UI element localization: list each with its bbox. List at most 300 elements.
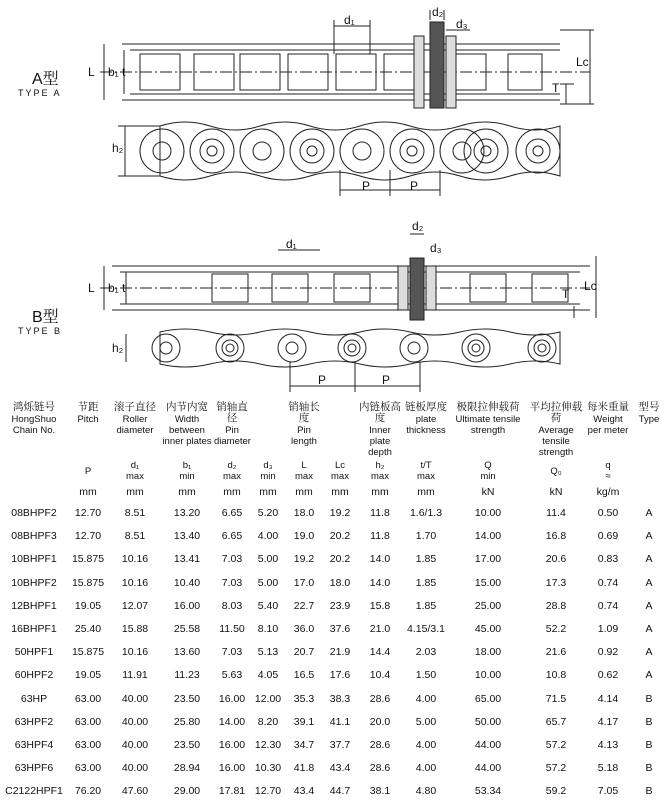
- table-cell: 12.70: [254, 785, 282, 798]
- table-cell: 7.03: [221, 646, 243, 659]
- table-cell: 25.80: [173, 715, 201, 728]
- unit-cell: mm: [295, 485, 313, 498]
- dim-p2-a: P: [410, 179, 419, 193]
- table-cell: 4.14: [597, 692, 619, 705]
- table-cell: 57.2: [545, 762, 567, 775]
- table-cell: 36.0: [293, 623, 315, 636]
- table-cell: 12.00: [254, 692, 282, 705]
- table-cell: 34.7: [293, 738, 315, 751]
- symbol: Lc: [334, 460, 346, 471]
- header-en: Pin length: [291, 425, 317, 447]
- table-cell: 10.30: [254, 762, 282, 775]
- table-cell: 10.8: [545, 669, 567, 682]
- symbol-cell: [322, 460, 358, 482]
- dim-d2-b: d₂: [412, 219, 424, 233]
- dim-d1-b: d₁: [286, 237, 297, 251]
- symbol: d₃: [263, 460, 273, 471]
- table-cell: 10.00: [474, 507, 502, 520]
- dim-b1t-b: b₁ t: [108, 281, 126, 295]
- dim-p1-b: P: [318, 373, 327, 387]
- table-cell: 8.10: [257, 623, 279, 636]
- symbol-limit: max: [295, 471, 313, 482]
- table-cell: 53.34: [474, 785, 502, 798]
- header-en: Ultimate tensile strength: [455, 414, 521, 436]
- table-cell: 11.4: [546, 507, 566, 520]
- symbol-cell: [450, 460, 526, 482]
- table-cell: 10.00: [474, 669, 502, 682]
- table-row: [2, 525, 668, 548]
- table-cell: 4.00: [257, 530, 279, 543]
- table-cell: 20.0: [369, 715, 391, 728]
- table-cell: 6.65: [221, 507, 243, 520]
- table-cell: A: [645, 553, 653, 566]
- dim-l-a: L: [88, 65, 95, 79]
- table-cell: 10.16: [121, 576, 149, 589]
- table-cell: 28.94: [173, 762, 201, 775]
- type-b-side-view: [126, 329, 560, 392]
- table-cell: 5.40: [257, 599, 279, 612]
- table-cell: A: [645, 623, 653, 636]
- unit-row: [2, 482, 668, 502]
- table-cell: A: [645, 507, 653, 520]
- table-cell: 5.63: [221, 669, 243, 682]
- symbol-cell: [630, 460, 668, 482]
- table-cell: 18.0: [293, 507, 315, 520]
- table-cell: 19.05: [74, 669, 102, 682]
- table-cell: 23.9: [329, 599, 351, 612]
- table-cell: 5.00: [257, 576, 279, 589]
- table-row: [2, 664, 668, 687]
- table-row: [2, 572, 668, 595]
- table-cell: 13.60: [173, 646, 201, 659]
- table-cell: A: [645, 576, 653, 589]
- table-cell: 16.00: [218, 692, 246, 705]
- table-cell: 4.00: [415, 692, 437, 705]
- symbol-limit: max: [223, 471, 241, 482]
- table-cell: 20.2: [329, 553, 351, 566]
- header-cell: [2, 402, 66, 460]
- table-cell: 1.70: [415, 530, 437, 543]
- table-cell: 18.00: [474, 646, 502, 659]
- table-row: [2, 548, 668, 571]
- chain-number-cell: 63HPF2: [14, 715, 54, 728]
- symbol: P: [84, 465, 92, 477]
- symbol: h₂: [375, 460, 385, 471]
- header-cell: [526, 402, 586, 460]
- table-cell: 11.8: [370, 530, 390, 543]
- header-cn: 节距: [77, 401, 99, 413]
- table-cell: 22.7: [293, 599, 315, 612]
- table-cell: 65.7: [545, 715, 567, 728]
- table-cell: 7.03: [221, 576, 243, 589]
- table-cell: 38.3: [329, 692, 351, 705]
- symbol-cell: [110, 460, 160, 482]
- table-row: [2, 618, 668, 641]
- symbol-cell: [2, 460, 66, 482]
- table-cell: 25.40: [74, 623, 102, 636]
- header-en: Weight per meter: [587, 414, 629, 436]
- dim-h2-a: h₂: [112, 141, 124, 155]
- table-cell: 44.00: [474, 762, 502, 775]
- header-cell: [250, 402, 286, 460]
- dim-lc-b: Lc: [584, 279, 597, 293]
- table-cell: 40.00: [121, 762, 149, 775]
- table-cell: 1.09: [597, 623, 619, 636]
- table-cell: 45.00: [474, 623, 502, 636]
- table-cell: 63.00: [74, 762, 102, 775]
- dim-d1-a: d₁: [344, 13, 355, 27]
- table-row: [2, 688, 668, 711]
- table-cell: 8.51: [124, 507, 146, 520]
- header-cell: [322, 402, 358, 460]
- symbol: b₁: [182, 460, 192, 471]
- table-cell: 14.00: [474, 530, 502, 543]
- symbol: Q: [484, 460, 492, 471]
- table-cell: 15.875: [71, 646, 105, 659]
- symbol-limit: max: [126, 471, 144, 482]
- table-cell: 11.91: [122, 669, 148, 682]
- table-cell: 19.2: [293, 553, 315, 566]
- table-cell: 25.58: [173, 623, 201, 636]
- table-cell: B: [645, 692, 653, 705]
- dim-p1-a: P: [362, 179, 371, 193]
- symbol-cell: [214, 460, 250, 482]
- dim-l-b: L: [88, 281, 95, 295]
- table-cell: 8.51: [124, 530, 146, 543]
- table-cell: 16.00: [173, 599, 201, 612]
- spec-table: [2, 402, 668, 803]
- unit-cell: mm: [126, 485, 144, 498]
- table-cell: 1.85: [415, 576, 437, 589]
- header-cell: [66, 402, 110, 460]
- table-cell: 41.1: [329, 715, 351, 728]
- table-cell: 16.00: [218, 738, 246, 751]
- symbol: d₁: [130, 460, 140, 471]
- table-cell: 37.7: [329, 738, 351, 751]
- unit-cell: kN: [481, 485, 495, 498]
- type-a-sub: TYPE A: [18, 88, 62, 98]
- table-cell: 5.00: [415, 715, 437, 728]
- table-cell: 6.65: [221, 530, 243, 543]
- table-cell: 41.8: [293, 762, 315, 775]
- table-cell: 47.60: [121, 785, 149, 798]
- chain-number-cell: 63HPF4: [14, 738, 54, 751]
- symbol-limit: min: [179, 471, 195, 482]
- table-cell: 40.00: [121, 692, 149, 705]
- table-cell: A: [645, 669, 653, 682]
- unit-cell: mm: [178, 485, 196, 498]
- table-cell: 2.03: [415, 646, 437, 659]
- unit-cell: kg/m: [596, 485, 620, 498]
- header-cell: [110, 402, 160, 460]
- table-cell: 0.92: [597, 646, 619, 659]
- table-cell: 15.875: [71, 576, 105, 589]
- table-cell: 21.9: [329, 646, 351, 659]
- table-cell: 28.8: [545, 599, 567, 612]
- table-cell: 12.70: [74, 530, 102, 543]
- table-cell: 11.8: [370, 507, 390, 520]
- table-cell: 17.81: [218, 785, 246, 798]
- dim-p2-b: P: [382, 373, 391, 387]
- table-cell: 40.00: [121, 715, 149, 728]
- table-cell: 8.03: [221, 599, 243, 612]
- table-cell: 59.2: [545, 785, 567, 798]
- table-cell: 44.00: [474, 738, 502, 751]
- table-cell: 37.6: [329, 623, 351, 636]
- symbol-cell: [586, 460, 630, 482]
- chain-svg: [0, 0, 670, 400]
- header-cell: [402, 402, 450, 460]
- chain-number-cell: 60HPF2: [14, 669, 54, 682]
- table-cell: 8.20: [257, 715, 279, 728]
- table-cell: 20.2: [329, 530, 351, 543]
- symbol-limit: max: [331, 471, 349, 482]
- table-cell: 12.07: [121, 599, 149, 612]
- unit-cell: mm: [371, 485, 389, 498]
- symbol: q: [605, 460, 611, 471]
- table-cell: 63.00: [74, 692, 102, 705]
- table-cell: 50.00: [474, 715, 502, 728]
- table-cell: 28.6: [369, 762, 391, 775]
- table-cell: 4.05: [257, 669, 279, 682]
- table-cell: 11.50: [219, 623, 245, 636]
- header-cell: [214, 402, 250, 460]
- table-cell: 20.6: [545, 553, 567, 566]
- table-cell: A: [645, 530, 653, 543]
- symbol-cell: [286, 460, 322, 482]
- dim-t-a: T: [552, 81, 560, 95]
- table-row: [2, 780, 668, 803]
- chain-number-cell: C2122HPF1: [5, 785, 63, 798]
- table-cell: 20.7: [293, 646, 315, 659]
- chain-drawings: [0, 0, 670, 400]
- header-en: plate thickness: [406, 414, 446, 436]
- symbol: L: [301, 460, 307, 471]
- table-cell: 5.20: [257, 507, 279, 520]
- symbol-cell: [160, 460, 214, 482]
- header-cn: 型号: [638, 401, 660, 413]
- table-cell: 10.16: [121, 646, 149, 659]
- table-cell: 28.6: [369, 692, 391, 705]
- table-cell: 13.41: [173, 553, 201, 566]
- symbol-limit: max: [371, 471, 389, 482]
- table-cell: 16.5: [293, 669, 315, 682]
- header-en: Inner plate depth: [368, 425, 392, 458]
- table-cell: 19.2: [329, 507, 351, 520]
- header-en: Pin diameter: [214, 425, 251, 447]
- type-b-sub: TYPE B: [18, 326, 63, 336]
- table-row: [2, 641, 668, 664]
- header-cell: [286, 402, 322, 460]
- dim-d3-a: d₃: [456, 17, 468, 31]
- table-cell: 23.50: [173, 738, 201, 751]
- table-cell: 0.74: [597, 576, 619, 589]
- dim-d3-b: d₃: [430, 241, 442, 255]
- table-cell: 4.15/3.1: [407, 623, 445, 636]
- table-cell: 18.0: [329, 576, 351, 589]
- symbol-limit: min: [260, 471, 276, 482]
- table-cell: 0.74: [597, 599, 619, 612]
- header-cell: [586, 402, 630, 460]
- header-cn: 销轴直径: [216, 401, 248, 424]
- table-cell: 7.05: [597, 785, 619, 798]
- symbol-row: [2, 460, 668, 482]
- symbol: d₂: [227, 460, 237, 471]
- header-en: Type: [638, 414, 660, 425]
- table-cell: 76.20: [74, 785, 102, 798]
- symbol: t/T: [420, 460, 432, 471]
- table-cell: B: [645, 762, 653, 775]
- table-cell: 38.1: [369, 785, 391, 798]
- unit-cell: mm: [331, 485, 349, 498]
- table-cell: 1.85: [415, 599, 437, 612]
- table-cell: 21.0: [369, 623, 391, 636]
- unit-cell: mm: [223, 485, 241, 498]
- table-row: [2, 595, 668, 618]
- unit-cell: kN: [549, 485, 563, 498]
- header-cn: 鸿烁链号: [13, 401, 55, 413]
- table-cell: 43.4: [329, 762, 351, 775]
- table-row: [2, 757, 668, 780]
- type-a-label: A型: [32, 71, 59, 88]
- unit-cell: [2, 482, 66, 502]
- header-en: Roller diameter: [116, 414, 154, 436]
- table-cell: 40.00: [121, 738, 149, 751]
- header-cn: 平均拉伸载荷: [529, 401, 583, 424]
- symbol-limit: ≈: [605, 471, 611, 482]
- symbol-cell: [250, 460, 286, 482]
- table-cell: 28.6: [369, 738, 391, 751]
- chain-number-cell: 63HP: [20, 692, 48, 705]
- table-cell: 17.3: [545, 576, 567, 589]
- header-cell: [450, 402, 526, 460]
- header-cn: 每米重量: [587, 401, 629, 413]
- table-cell: 71.5: [545, 692, 567, 705]
- chain-number-cell: 16BHPF1: [11, 623, 57, 636]
- chain-number-cell: 08BHPF3: [11, 530, 57, 543]
- table-cell: 17.0: [293, 576, 315, 589]
- symbol-cell: [66, 460, 110, 482]
- header-cell: [160, 402, 214, 460]
- table-cell: 7.03: [221, 553, 243, 566]
- table-cell: B: [645, 738, 653, 751]
- chain-number-cell: 12BHPF1: [11, 599, 57, 612]
- table-cell: 0.62: [597, 669, 619, 682]
- table-cell: 35.3: [293, 692, 315, 705]
- table-cell: 4.80: [415, 785, 437, 798]
- header-cell: [358, 402, 402, 460]
- header-cn: 销轴长度: [288, 401, 320, 424]
- header-row: [2, 402, 668, 460]
- unit-cell: mm: [259, 485, 277, 498]
- header-en: Average tensile strength: [538, 425, 574, 458]
- table-cell: 43.4: [293, 785, 315, 798]
- table-cell: B: [645, 785, 653, 798]
- table-cell: 1.6/1.3: [409, 507, 443, 520]
- table-cell: 29.00: [173, 785, 201, 798]
- dim-lc-a: Lc: [576, 55, 589, 69]
- table-cell: 1.50: [415, 669, 437, 682]
- symbol-cell: [526, 460, 586, 482]
- table-cell: 5.13: [257, 646, 279, 659]
- table-cell: 14.4: [369, 646, 391, 659]
- table-cell: 10.16: [121, 553, 149, 566]
- table-cell: 52.2: [545, 623, 567, 636]
- table-row: [2, 502, 668, 525]
- table-row: [2, 734, 668, 757]
- table-cell: 15.00: [474, 576, 502, 589]
- header-en: Pitch: [77, 414, 99, 425]
- table-cell: 4.13: [597, 738, 619, 751]
- table-cell: 21.6: [545, 646, 567, 659]
- header-cn: 极限拉伸载荷: [456, 401, 520, 413]
- chain-number-cell: 63HPF6: [14, 762, 54, 775]
- dim-h2-b: h₂: [112, 341, 124, 355]
- header-en: Width between inner plates: [162, 414, 212, 447]
- table-cell: 14.0: [369, 576, 391, 589]
- table-cell: 5.18: [597, 762, 619, 775]
- table-cell: 23.50: [173, 692, 201, 705]
- table-cell: 12.70: [74, 507, 102, 520]
- table-cell: 14.0: [369, 553, 391, 566]
- table-cell: 19.05: [74, 599, 102, 612]
- symbol-limit: max: [417, 471, 435, 482]
- table-cell: 25.00: [474, 599, 502, 612]
- table-cell: 63.00: [74, 715, 102, 728]
- table-cell: 0.83: [597, 553, 619, 566]
- table-cell: A: [645, 599, 653, 612]
- header-cn: 滚子直径: [114, 401, 156, 413]
- table-cell: 1.85: [415, 553, 437, 566]
- table-cell: 5.00: [257, 553, 279, 566]
- table-cell: A: [645, 646, 653, 659]
- table-cell: 13.20: [173, 507, 201, 520]
- unit-cell: mm: [79, 485, 97, 498]
- dim-d2-a: d₂: [432, 5, 444, 19]
- dim-b1t-a: b₁ t: [108, 65, 126, 79]
- table-cell: 44.7: [329, 785, 351, 798]
- table-cell: 17.00: [474, 553, 502, 566]
- table-cell: 17.6: [329, 669, 351, 682]
- header-cn: 链板厚度: [405, 401, 447, 413]
- table-cell: 16.8: [545, 530, 567, 543]
- table-cell: 14.00: [218, 715, 246, 728]
- chain-number-cell: 50HPF1: [14, 646, 54, 659]
- table-cell: 19.0: [293, 530, 315, 543]
- header-cn: 内节内宽: [166, 401, 208, 413]
- symbol-cell: [402, 460, 450, 482]
- unit-cell: [630, 482, 668, 502]
- type-b-top-view: [100, 234, 596, 320]
- table-cell: 15.8: [369, 599, 391, 612]
- type-a-side-view: [118, 122, 560, 196]
- table-row: [2, 711, 668, 734]
- table-cell: 0.69: [597, 530, 619, 543]
- table-cell: 39.1: [293, 715, 315, 728]
- table-cell: 4.00: [415, 738, 437, 751]
- symbol-limit: min: [480, 471, 496, 482]
- table-cell: 15.875: [71, 553, 105, 566]
- type-b-label: B型: [32, 309, 59, 326]
- table-cell: 0.50: [597, 507, 619, 520]
- table-cell: 13.40: [173, 530, 201, 543]
- table-cell: 63.00: [74, 738, 102, 751]
- table-cell: 16.00: [218, 762, 246, 775]
- symbol: Q₀: [550, 465, 562, 477]
- table-cell: 57.2: [545, 738, 567, 751]
- table-cell: 4.00: [415, 762, 437, 775]
- header-cn: 内链板高度: [359, 401, 401, 424]
